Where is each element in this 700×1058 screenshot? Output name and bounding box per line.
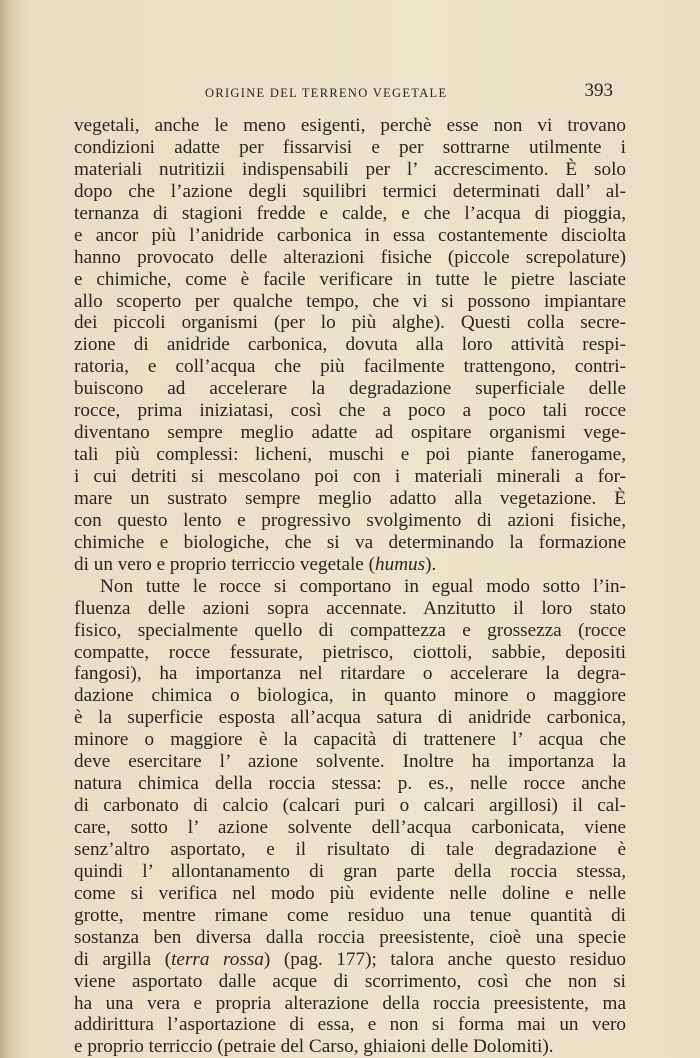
text-line: hanno provocato delle alterazioni fisiche (piccole screpolature) <box>74 246 626 268</box>
text-line: i cui detriti si mescolano poi con i materiali minerali a for- <box>74 466 626 487</box>
text-line: e ancor più l’anidride carbonica in essa costantemente disciolta <box>74 224 626 246</box>
text-line: grotte, mentre rimane come residuo una tenue quantità di <box>74 904 626 926</box>
text-line: sostanza ben diversa dalla roccia preesistente, cioè una specie <box>74 926 626 948</box>
text-line: condizioni adatte per fissarvisi e per sottrarne utilmente i <box>74 136 626 158</box>
text-line: rocce, prima iniziatasi, così che a poco a poco tali rocce <box>74 400 626 422</box>
text-line: e chimiche, come è facile verificare in tutte le pietre lasciate <box>74 268 626 290</box>
italic-term: humus <box>375 553 426 575</box>
text-line: materiali nutritizii indispensabili per l’ accrescimento. È solo <box>74 158 626 180</box>
page-body-text <box>74 115 626 1058</box>
text-line: diventano sempre meglio adatte ad ospitare organismi vege- <box>74 422 626 444</box>
paragraph <box>74 576 626 1058</box>
text-line: come si verifica nel modo più evidente nelle doline e nelle <box>74 882 626 904</box>
text-line: natura chimica della roccia stessa: p. es., nelle rocce anche <box>74 773 626 795</box>
text-line: dopo che l’azione degli squilibri termici determinati dall’ al- <box>74 180 626 202</box>
text-line: minore o maggiore è la capacità di trattenere l’ acqua che <box>74 729 626 751</box>
text-line: chimiche e biologiche, che si va determinando la formazione <box>74 531 626 553</box>
text-line: vegetali, anche le meno esigenti, perchè esse non vi trovano <box>74 115 626 136</box>
text-line: con questo lento e progressivo svolgimento di azioni fisiche, <box>74 509 626 531</box>
text-line: ratoria, e coll’acqua che più facilmente trattengono, contri- <box>74 356 626 378</box>
paragraph <box>74 115 626 576</box>
text-line: mare un sustrato sempre meglio adatto alla vegetazione. È <box>74 487 626 509</box>
text-line: deve esercitare l’ azione solvente. Inoltre ha importanza la <box>74 751 626 773</box>
text-line: addirittura l’asportazione di essa, e non si forma mai un vero <box>74 1014 626 1036</box>
text-line: zione di anidride carbonica, dovuta alla loro attività respi- <box>74 334 626 356</box>
text-line: di argilla (terra rossa) (pag. 177); talora anche questo residuo <box>74 948 626 970</box>
text-line: quindi l’ allontanamento di gran parte della roccia stessa, <box>74 860 626 882</box>
running-title: ORIGINE DEL TERRENO VEGETALE <box>205 86 448 100</box>
text-line: senz’altro asportato, e il risultato di tale degradazione è <box>74 838 626 860</box>
text-line: care, sotto l’ azione solvente dell’acqua carbonicata, viene <box>74 817 626 838</box>
italic-term: terra rossa <box>171 948 264 970</box>
text-line: è la superficie esposta all’acqua satura di anidride carbonica, <box>74 707 626 729</box>
text-line: di carbonato di calcio (calcari puri o calcari argillosi) il cal- <box>74 795 626 817</box>
text-line: buiscono ad accelerare la degradazione superficiale delle <box>74 378 626 400</box>
text-line: ternanza di stagioni fredde e calde, e che l’acqua di pioggia, <box>74 202 626 224</box>
text-line: dei piccoli organismi (per lo più alghe). Questi colla secre- <box>74 312 626 334</box>
text-line: fangosi), ha importanza nel ritardare o accelerare la degra- <box>74 663 626 685</box>
text-line: allo scoperto per qualche tempo, che vi si possono impiantare <box>74 290 626 312</box>
text-line: e proprio terriccio (petraie del Carso, ghiaioni delle Dolomiti). <box>74 1036 554 1058</box>
text-line: ha una vera e propria alterazione della roccia preesistente, ma <box>74 992 626 1014</box>
page-header <box>75 82 625 104</box>
text-line: fisico, specialmente quello di compattezza e grossezza (rocce <box>74 619 626 641</box>
text-line: fluenza delle azioni sopra accennate. Anzitutto il loro stato <box>74 597 626 619</box>
text-line: di un vero e proprio terriccio vegetale (humus). <box>74 553 437 575</box>
text-line: tali più complessi: licheni, muschi e poi piante fanerogame, <box>74 444 626 466</box>
text-line: compatte, rocce fessurate, pietrisco, ciottoli, sabbie, depositi <box>74 641 626 663</box>
text-line: Non tutte le rocce si comportano in egual modo sotto l’in- <box>100 575 626 597</box>
text-line: viene asportato dalle acque di scorrimento, così che non si <box>74 970 626 992</box>
text-line: dazione chimica o biologica, in quanto minore o maggiore <box>74 685 626 707</box>
page-number: 393 <box>584 80 613 101</box>
